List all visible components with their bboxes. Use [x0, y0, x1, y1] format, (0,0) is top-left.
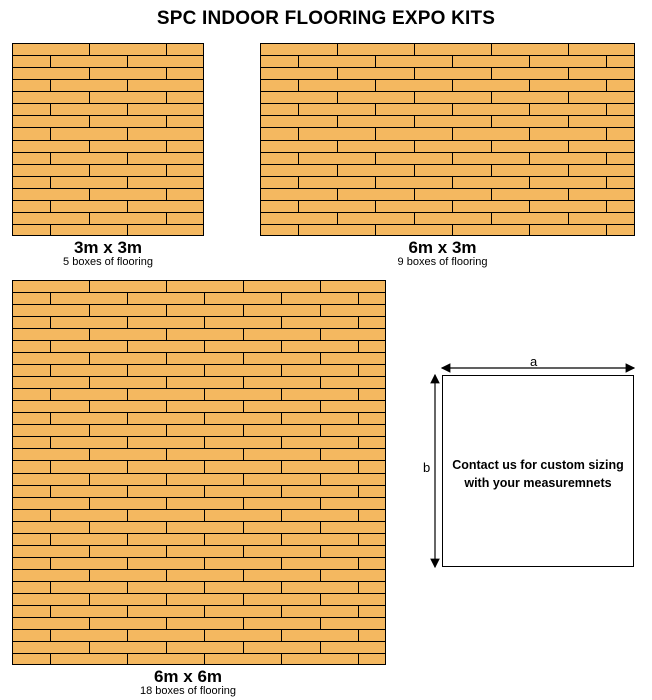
kit-boxes-label: 5 boxes of flooring [63, 256, 153, 268]
kit-size-label: 6m x 6m [153, 667, 223, 686]
custom-text-line: Contact us for custom sizing [452, 458, 624, 472]
page-title: SPC INDOOR FLOORING EXPO KITS [156, 8, 496, 29]
kit-size-label: 3m x 3m [73, 238, 143, 257]
kit-boxes-label: 9 boxes of flooring [397, 256, 488, 268]
height-label: b [423, 460, 431, 475]
width-label: a [530, 354, 538, 369]
kit-size-label: 6m x 3m [408, 238, 477, 257]
custom-size-box [442, 375, 634, 567]
custom-size-text [443, 456, 633, 492]
kit-boxes-label: 18 boxes of flooring [139, 685, 236, 697]
custom-text-line: with your measuremnets [464, 476, 612, 490]
